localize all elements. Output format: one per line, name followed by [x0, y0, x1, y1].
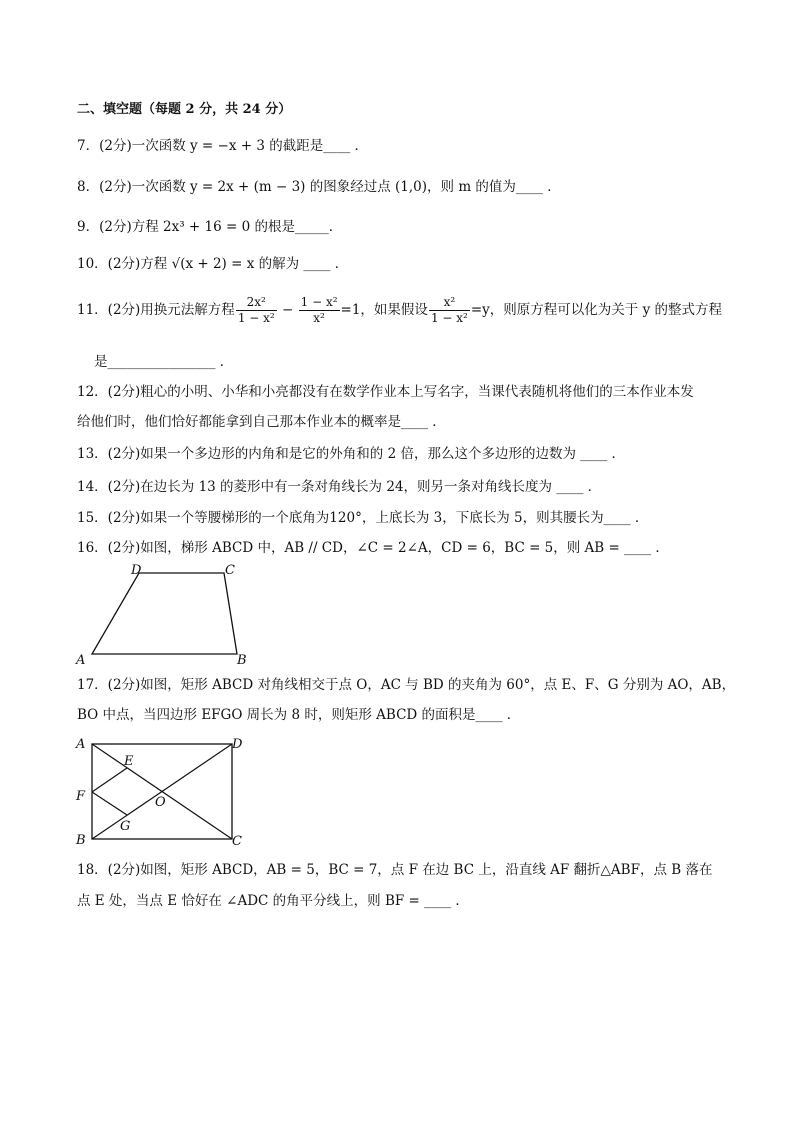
q11-frac1-numerator: 2x²	[236, 295, 277, 311]
question-12-line-1: 12．(2分)粗心的小明、小华和小亮都没有在数学作业本上写名字，当课代表随机将他们的三本作业本发	[77, 384, 694, 400]
question-11-line-2: 是________________ ．	[94, 354, 234, 370]
label-b: B	[76, 833, 86, 848]
q11-fraction-3	[429, 295, 470, 326]
question-12-line-2: 给他们时，他们恰好都能拿到自己那本作业本的概率是____ ．	[77, 414, 446, 430]
segment-ef	[92, 768, 127, 792]
q11-prefix: 11．(2分)用换元法解方程	[77, 302, 235, 318]
label-b: B	[237, 653, 247, 668]
q11-frac3-numerator: x²	[429, 295, 470, 311]
q11-frac3-denominator: 1 − x²	[430, 311, 468, 325]
question-7: 7．(2分)一次函数 y = −x + 3 的截距是____ ．	[77, 138, 369, 154]
label-c: C	[232, 834, 242, 849]
question-16: 16．(2分)如图，梯形 ABCD 中，AB // CD，∠C = 2∠A，CD = 6，BC = 5，则 AB = ____ ．	[77, 540, 669, 556]
segment-fg	[92, 792, 127, 815]
figure-rectangle-abcd	[72, 732, 262, 852]
q11-mid: =1，如果假设	[340, 302, 428, 318]
label-d: D	[131, 563, 142, 578]
q11-suffix: =y，则原方程可以化为关于 y 的整式方程	[470, 302, 722, 318]
section-title: 二、填空题（每题 2 分，共 24 分）	[77, 102, 292, 117]
q11-fraction-1	[236, 295, 277, 326]
question-9: 9．(2分)方程 2x³ + 16 = 0 的根是_____．	[77, 219, 343, 235]
label-o: O	[155, 795, 166, 810]
label-c: C	[225, 563, 235, 578]
question-17-line-1: 17．(2分)如图，矩形 ABCD 对角线相交于点 O，AC 与 BD 的夹角为 60°，点 E、F、G 分别为 AO，AB，	[77, 677, 736, 693]
label-a: A	[76, 653, 86, 668]
question-14: 14．(2分)在边长为 13 的菱形中有一条对角线长为 24，则另一条对角线长度为 ____ ．	[77, 479, 602, 495]
question-18-line-2: 点 E 处，当点 E 恰好在 ∠ADC 的角平分线上，则 BF = ____ ．	[77, 893, 469, 909]
label-f: F	[76, 789, 86, 804]
question-8: 8．(2分)一次函数 y = 2x + (m − 3) 的图象经过点 (1,0)，则 m 的值为____ ．	[77, 179, 561, 195]
question-13: 13．(2分)如果一个多边形的内角和是它的外角和的 2 倍，那么这个多边形的边数为 ____ ．	[77, 446, 626, 462]
figure-trapezoid-abcd	[72, 560, 272, 670]
question-17-line-2: BO 中点，当四边形 EFGO 周长为 8 时，则矩形 ABCD 的面积是____ ．	[77, 707, 521, 723]
question-10: 10．(2分)方程 √(x + 2) = x 的解为 ____ ．	[77, 256, 349, 272]
label-a: A	[76, 737, 86, 752]
label-d: D	[232, 737, 243, 752]
question-11: 11．(2分)用换元法解方程 $\frac{\text{2x²}}{\text{1 − x²}}$ − $\frac{\text{1 − x²}}{\text{x²}}$ =1，如果假设 $\frac{\text{x²}}{\text{1 − x²}}$ =y，则原方程可以化为关于 y 的整式方程	[77, 295, 722, 325]
trapezoid-outline	[92, 573, 237, 654]
q11-frac2-numerator: 1 − x²	[300, 295, 338, 309]
question-18-line-1: 18．(2分)如图，矩形 ABCD，AB = 5，BC = 7，点 F 在边 BC 上，沿直线 AF 翻折△ABF，点 B 落在	[77, 862, 713, 878]
q11-fraction-2	[299, 295, 340, 326]
q11-frac1-denominator: 1 − x²	[237, 311, 275, 325]
question-15: 15．(2分)如果一个等腰梯形的一个底角为120°，上底长为 3，下底长为 5，则其腰长为____ ．	[77, 510, 649, 526]
q11-frac2-denominator: x²	[313, 311, 325, 325]
label-g: G	[120, 819, 131, 834]
label-e: E	[124, 754, 134, 769]
